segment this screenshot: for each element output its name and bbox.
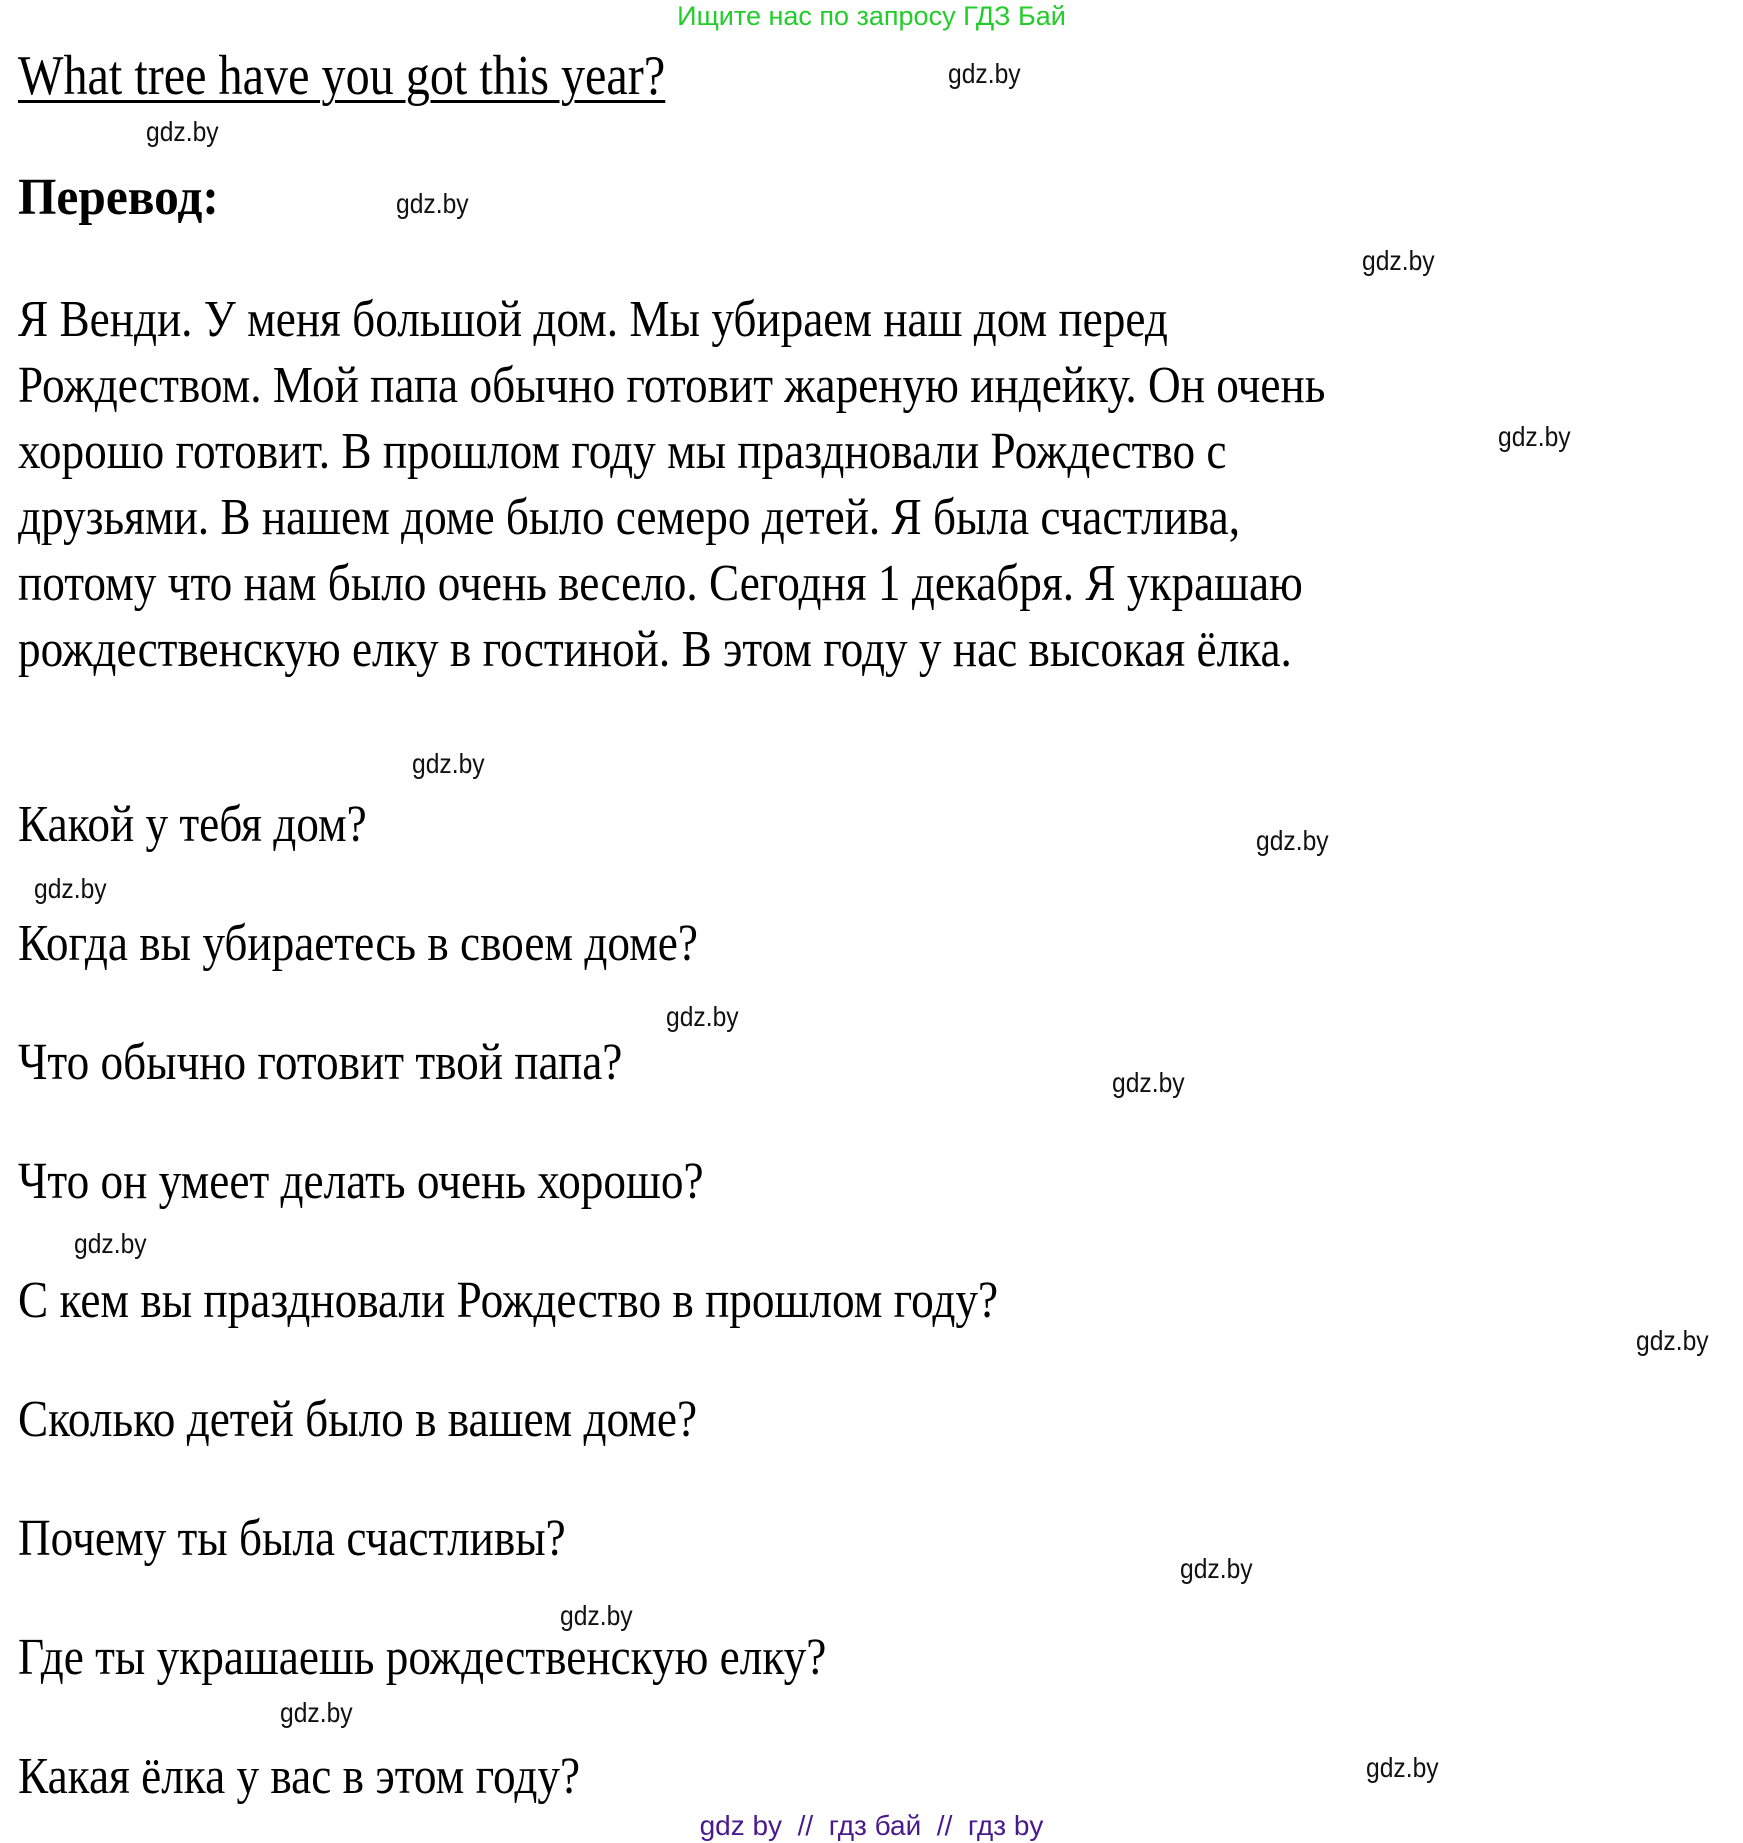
watermark: gdz.by [666,1001,739,1032]
question-item: Что обычно готовит твой папа? [18,1034,623,1091]
document-title: What tree have you got this year? [18,45,666,107]
watermark: gdz.by [396,188,469,219]
paragraph-line: потому что нам было очень весело. Сегодня 1 декабря. Я украшаю [18,555,1303,612]
footer-watermark: gdz by // гдз бай // гдз by [699,1810,1044,1841]
watermark: gdz.by [1256,825,1329,856]
question-item: Когда вы убираетесь в своем доме? [18,915,698,972]
question-item: Сколько детей было в вашем доме? [18,1391,698,1448]
watermark: gdz.by [1362,245,1435,276]
watermark: gdz.by [1636,1325,1709,1356]
watermark: gdz.by [948,58,1021,89]
watermark: gdz.by [1366,1752,1439,1783]
search-banner: Ищите нас по запросу ГДЗ Бай [677,1,1066,31]
watermark: gdz.by [34,873,107,904]
watermark: gdz.by [146,116,219,147]
watermark: gdz.by [1180,1553,1253,1584]
question-item: Почему ты была счастливы? [18,1510,566,1567]
question-item: Что он умеет делать очень хорошо? [18,1153,704,1210]
question-item: Какой у тебя дом? [18,796,367,853]
watermark: gdz.by [560,1600,633,1631]
watermark: gdz.by [280,1697,353,1728]
watermark: gdz.by [1498,421,1571,452]
question-item: С кем вы праздновали Рождество в прошлом году? [18,1272,999,1329]
question-item: Где ты украшаешь рождественскую елку? [18,1629,827,1686]
translation-heading: Перевод: [18,169,219,226]
question-item: Какая ёлка у вас в этом году? [18,1748,581,1805]
paragraph-line: рождественскую елку в гостиной. В этом году у нас высокая ёлка. [18,621,1292,678]
watermark: gdz.by [412,748,485,779]
paragraph-line: Рождеством. Мой папа обычно готовит жареную индейку. Он очень [18,357,1326,414]
paragraph-line: хорошо готовит. В прошлом году мы праздновали Рождество с [18,423,1227,480]
paragraph-line: Я Венди. У меня большой дом. Мы убираем наш дом перед [18,291,1168,348]
watermark: gdz.by [1112,1067,1185,1098]
watermark: gdz.by [74,1228,147,1259]
paragraph-line: друзьями. В нашем доме было семеро детей. Я была счастлива, [18,489,1241,546]
